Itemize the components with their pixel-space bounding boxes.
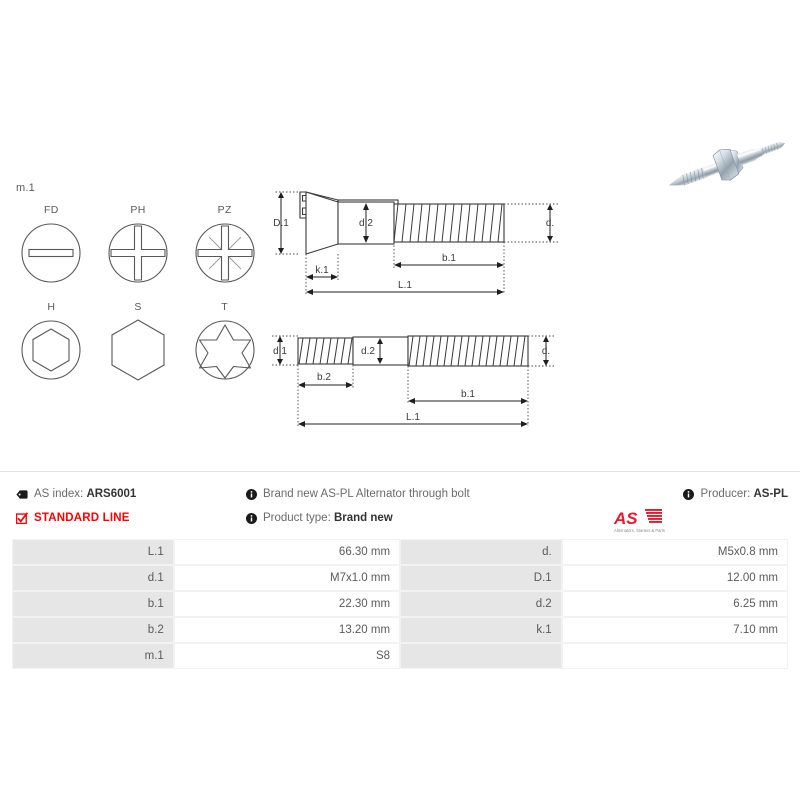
head-type-fd [8,204,95,287]
product-description-row [246,482,546,506]
head-type-t [181,301,268,384]
spec-value: 7.10 mm [562,617,788,643]
standard-line-row [16,506,246,530]
torx-head-icon [191,316,259,384]
product-description: Brand new AS-PL Alternator through bolt [263,488,470,500]
spec-key: d.2 [400,591,562,617]
dim-label-d2-bottom: d.2 [361,346,375,357]
content-divider [0,471,800,472]
head-type-fd-label: FD [44,204,59,216]
spec-key: k.1 [400,617,562,643]
spec-key: d.1 [12,565,174,591]
spec-value: 12.00 mm [562,565,788,591]
slotted-flat-head-icon [17,219,85,287]
product-type-label: Product type: [263,512,331,524]
head-type-legend [8,180,268,400]
product-type-row [246,506,546,530]
dim-label-L1: L.1 [398,280,412,291]
as-logo-text: AS [614,509,638,528]
dim-label-D1: D.1 [273,218,289,229]
dim-label-L1-bottom: L.1 [406,412,420,423]
phillips-head-icon [104,219,172,287]
product-photo [655,125,795,205]
as-index-label: AS index: [34,488,84,500]
head-type-h-label: H [47,301,56,313]
pozidriv-head-icon [191,219,259,287]
spec-value: M7x1.0 mm [174,565,400,591]
head-type-pz-label: PZ [217,204,232,216]
head-type-s [95,301,182,384]
dim-label-d2: d.2 [359,218,373,229]
head-type-pz [181,204,268,287]
table-row [12,565,788,591]
checked-box-icon [16,512,28,524]
producer-value: AS-PL [753,488,788,500]
head-type-group-label: m.1 [16,182,35,194]
head-type-ph [95,204,182,287]
as-index-row [16,482,246,506]
spec-value: M5x0.8 mm [562,539,788,565]
spec-key: d. [400,539,562,565]
tag-icon [16,489,28,500]
specification-table-body [12,539,788,669]
head-type-t-label: T [221,301,229,313]
specification-table [12,539,788,669]
dim-label-d-bottom: d. [541,346,551,357]
info-column-middle [246,482,546,530]
hex-socket-head-icon [17,316,85,384]
spec-key: L.1 [12,539,174,565]
spec-key: m.1 [12,643,174,669]
info-column-right [548,482,788,533]
spec-key: b.2 [12,617,174,643]
info-icon [246,489,257,500]
dim-label-b1-bottom: b.1 [461,389,475,400]
countersunk-screw-drawing [262,182,662,317]
spec-value: 22.30 mm [174,591,400,617]
spec-value: 6.25 mm [562,591,788,617]
product-info-bar [0,482,800,536]
as-logo-tagline: Alternators, Starters & Parts [614,528,665,533]
table-row [12,617,788,643]
spec-value: 13.20 mm [174,617,400,643]
dim-label-b2: b.2 [317,372,331,383]
hex-external-head-icon [104,316,172,384]
product-type-value: Brand new [333,512,393,524]
dim-label-k1: k.1 [315,265,329,276]
as-index-value: ARS6001 [86,488,137,500]
producer-row [548,482,788,506]
standard-line-label: STANDARD LINE [34,512,130,524]
spec-key: b.1 [12,591,174,617]
producer-label: Producer: [700,488,751,500]
head-type-s-label: S [134,301,142,313]
head-type-ph-label: PH [130,204,146,216]
spec-value: S8 [174,643,400,669]
info-column-left [16,482,246,530]
spec-key: D.1 [400,565,562,591]
spec-value [562,643,788,669]
head-type-h [8,301,95,384]
table-row [12,591,788,617]
dim-label-d: d. [545,218,555,229]
as-pl-logo [612,506,688,536]
table-row [12,539,788,565]
info-icon [246,513,257,524]
dim-label-d1-bottom: d.1 [273,346,287,357]
head-type-icon-grid [8,204,268,384]
spec-key [400,643,562,669]
info-icon [683,489,694,500]
dim-label-b1: b.1 [442,253,456,264]
table-row [12,643,788,669]
double-ended-stud-drawing [258,322,658,440]
spec-value: 66.30 mm [174,539,400,565]
